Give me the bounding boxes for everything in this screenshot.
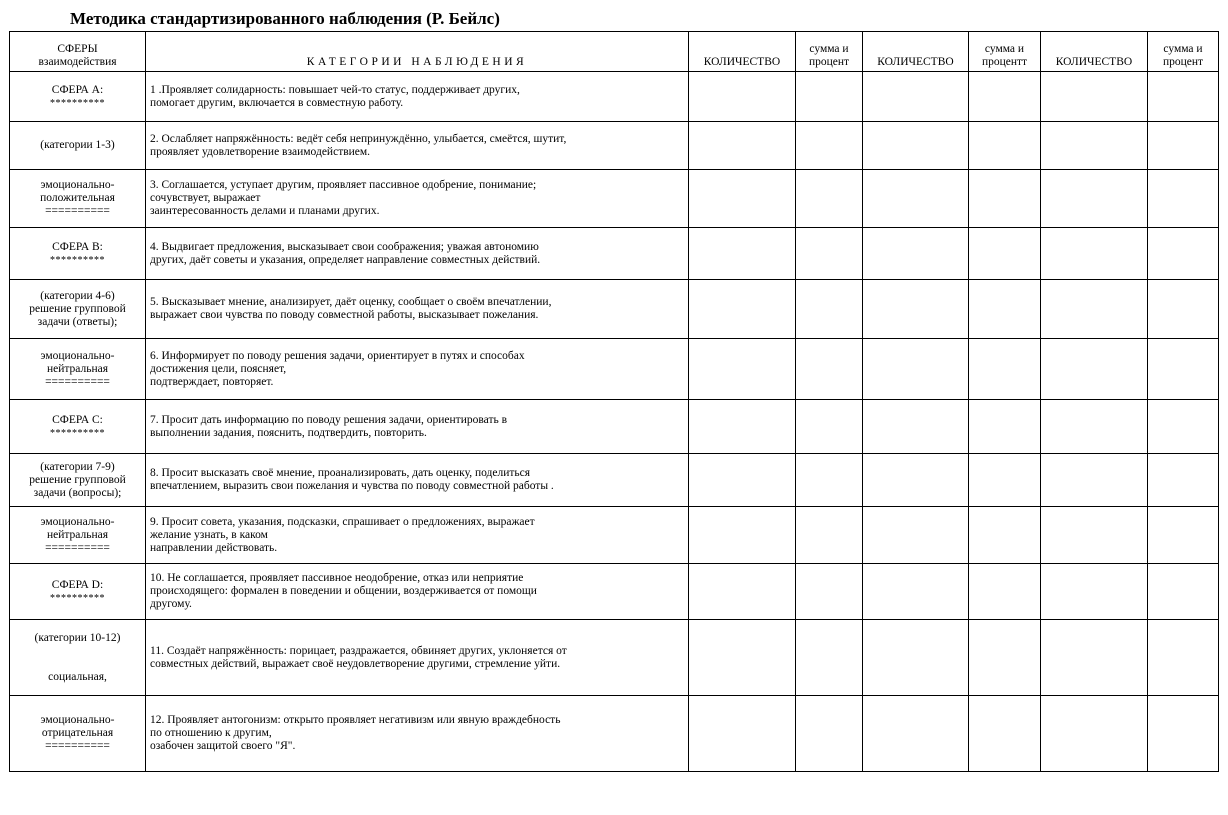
sum-cell-1[interactable] [796,72,863,122]
category-cell: 5. Высказывает мнение, анализирует, даёт оценку, сообщает о своём впечатлении, выражает свои чувства по поводу совместной работы, высказывает пожелания. [146,280,689,339]
count-cell-2[interactable] [863,122,969,170]
sphere-cell: (категории 1-3) [10,122,146,170]
count-cell-1[interactable] [689,454,796,507]
count-cell-1[interactable] [689,339,796,400]
category-cell: 3. Соглашается, уступает другим, проявляет пассивное одобрение, понимание; сочувствует, выражает заинтересованность делами и планами других. [146,170,689,228]
category-cell: 12. Проявляет антогонизм: открыто проявляет негативизм или явную враждебность по отношению к другим, озабочен защитой своего "Я". [146,696,689,772]
sum-cell-3[interactable] [1148,339,1219,400]
sum-cell-1[interactable] [796,170,863,228]
count-cell-2[interactable] [863,696,969,772]
category-cell: 2. Ослабляет напряжённость: ведёт себя непринуждённо, улыбается, смеётся, шутит, проявляет удовлетворение взаимодействием. [146,122,689,170]
table-row [10,122,1219,170]
table-row [10,400,1219,454]
count-cell-2[interactable] [863,400,969,454]
table-row [10,228,1219,280]
count-cell-3[interactable] [1041,280,1148,339]
category-cell: 10. Не соглашается, проявляет пассивное неодобрение, отказ или неприятие происходящего: формален в поведении и общении, воздерживается от помощи другому. [146,564,689,620]
header-count-1: КОЛИЧЕСТВО [689,32,796,72]
count-cell-2[interactable] [863,620,969,696]
page-title: Методика стандартизированного наблюдения (Р. Бейлс) [70,9,500,28]
sphere-cell: эмоционально- отрицательная ========== [10,696,146,772]
count-cell-2[interactable] [863,280,969,339]
sum-cell-2[interactable] [969,280,1041,339]
count-cell-2[interactable] [863,454,969,507]
sum-cell-3[interactable] [1148,72,1219,122]
sum-cell-3[interactable] [1148,122,1219,170]
sphere-cell: эмоционально- положительная ========== [10,170,146,228]
sum-cell-3[interactable] [1148,228,1219,280]
sum-cell-3[interactable] [1148,454,1219,507]
count-cell-1[interactable] [689,280,796,339]
count-cell-1[interactable] [689,72,796,122]
sum-cell-3[interactable] [1148,564,1219,620]
sum-cell-1[interactable] [796,454,863,507]
count-cell-3[interactable] [1041,620,1148,696]
table-row [10,620,1219,696]
table-row [10,507,1219,564]
sum-cell-2[interactable] [969,72,1041,122]
sum-cell-2[interactable] [969,696,1041,772]
sphere-cell: (категории 7-9) решение групповой задачи (вопросы); [10,454,146,507]
sum-cell-1[interactable] [796,122,863,170]
sum-cell-3[interactable] [1148,400,1219,454]
sum-cell-2[interactable] [969,454,1041,507]
count-cell-3[interactable] [1041,228,1148,280]
sum-cell-1[interactable] [796,696,863,772]
count-cell-3[interactable] [1041,400,1148,454]
category-cell: 6. Информирует по поводу решения задачи, ориентирует в путях и способах достижения цели, поясняет, подтверждает, повторяет. [146,339,689,400]
count-cell-1[interactable] [689,122,796,170]
sum-cell-2[interactable] [969,507,1041,564]
count-cell-2[interactable] [863,507,969,564]
category-cell: 11. Создаёт напряжённость: порицает, раздражается, обвиняет других, уклоняется от совместных действий, выражает своё неудовлетворение другими, стремление уйти. [146,620,689,696]
sum-cell-2[interactable] [969,620,1041,696]
sum-cell-1[interactable] [796,564,863,620]
sum-cell-1[interactable] [796,620,863,696]
count-cell-1[interactable] [689,696,796,772]
table-row [10,72,1219,122]
count-cell-3[interactable] [1041,564,1148,620]
count-cell-3[interactable] [1041,339,1148,400]
sphere-cell: СФЕРА С: ********** [10,400,146,454]
table-row [10,280,1219,339]
sum-cell-2[interactable] [969,170,1041,228]
header-count-2: КОЛИЧЕСТВО [863,32,969,72]
header-sphere: СФЕРЫ взаимодействия [10,32,146,72]
header-row [10,32,1219,72]
sphere-cell: (категории 10-12) социальная, [10,620,146,696]
sum-cell-1[interactable] [796,228,863,280]
sum-cell-2[interactable] [969,339,1041,400]
count-cell-1[interactable] [689,620,796,696]
sum-cell-1[interactable] [796,339,863,400]
sum-cell-3[interactable] [1148,280,1219,339]
count-cell-3[interactable] [1041,72,1148,122]
count-cell-1[interactable] [689,400,796,454]
category-cell: 4. Выдвигает предложения, высказывает свои соображения; уважая автономию других, даёт советы и указания, определяет направление совместных действий. [146,228,689,280]
observation-table [9,31,1219,772]
sum-cell-1[interactable] [796,507,863,564]
sphere-cell: (категории 4-6) решение групповой задачи (ответы); [10,280,146,339]
sphere-cell: СФЕРА А: ********** [10,72,146,122]
sphere-cell: СФЕРА D: ********** [10,564,146,620]
sum-cell-2[interactable] [969,122,1041,170]
sphere-cell: эмоционально- нейтральная ========== [10,507,146,564]
table-row [10,564,1219,620]
category-cell: 9. Просит совета, указания, подсказки, спрашивает о предложениях, выражает желание узнать, в каком направлении действовать. [146,507,689,564]
category-cell: 8. Просит высказать своё мнение, проанализировать, дать оценку, поделиться впечатлением, выразить свои пожелания и чувства по поводу совместной работы . [146,454,689,507]
table-row [10,454,1219,507]
category-cell: 1 .Проявляет солидарность: повышает чей-то статус, поддерживает других, помогает другим, включается в совместную работу. [146,72,689,122]
sum-cell-3[interactable] [1148,170,1219,228]
header-sum-percent-2: сумма и процентт [969,32,1041,72]
count-cell-1[interactable] [689,170,796,228]
sum-cell-3[interactable] [1148,696,1219,772]
count-cell-1[interactable] [689,228,796,280]
count-cell-2[interactable] [863,564,969,620]
header-categories: КАТЕГОРИИ НАБЛЮДЕНИЯ [146,32,689,72]
count-cell-3[interactable] [1041,507,1148,564]
count-cell-1[interactable] [689,507,796,564]
sphere-cell: эмоционально- нейтральная ========== [10,339,146,400]
count-cell-3[interactable] [1041,696,1148,772]
count-cell-2[interactable] [863,72,969,122]
count-cell-2[interactable] [863,228,969,280]
sphere-cell: СФЕРА В: ********** [10,228,146,280]
count-cell-2[interactable] [863,339,969,400]
sum-cell-2[interactable] [969,228,1041,280]
sum-cell-3[interactable] [1148,620,1219,696]
sum-cell-2[interactable] [969,564,1041,620]
sum-cell-1[interactable] [796,280,863,339]
sum-cell-3[interactable] [1148,507,1219,564]
table-row [10,170,1219,228]
count-cell-3[interactable] [1041,122,1148,170]
table-row [10,339,1219,400]
header-sum-percent-3: сумма и процент [1148,32,1219,72]
count-cell-3[interactable] [1041,170,1148,228]
sum-cell-2[interactable] [969,400,1041,454]
header-sum-percent-1: сумма и процент [796,32,863,72]
category-cell: 7. Просит дать информацию по поводу решения задачи, ориентировать в выполнении задания, пояснить, подтвердить, повторить. [146,400,689,454]
count-cell-2[interactable] [863,170,969,228]
header-count-3: КОЛИЧЕСТВО [1041,32,1148,72]
count-cell-3[interactable] [1041,454,1148,507]
sum-cell-1[interactable] [796,400,863,454]
count-cell-1[interactable] [689,564,796,620]
table-row [10,696,1219,772]
